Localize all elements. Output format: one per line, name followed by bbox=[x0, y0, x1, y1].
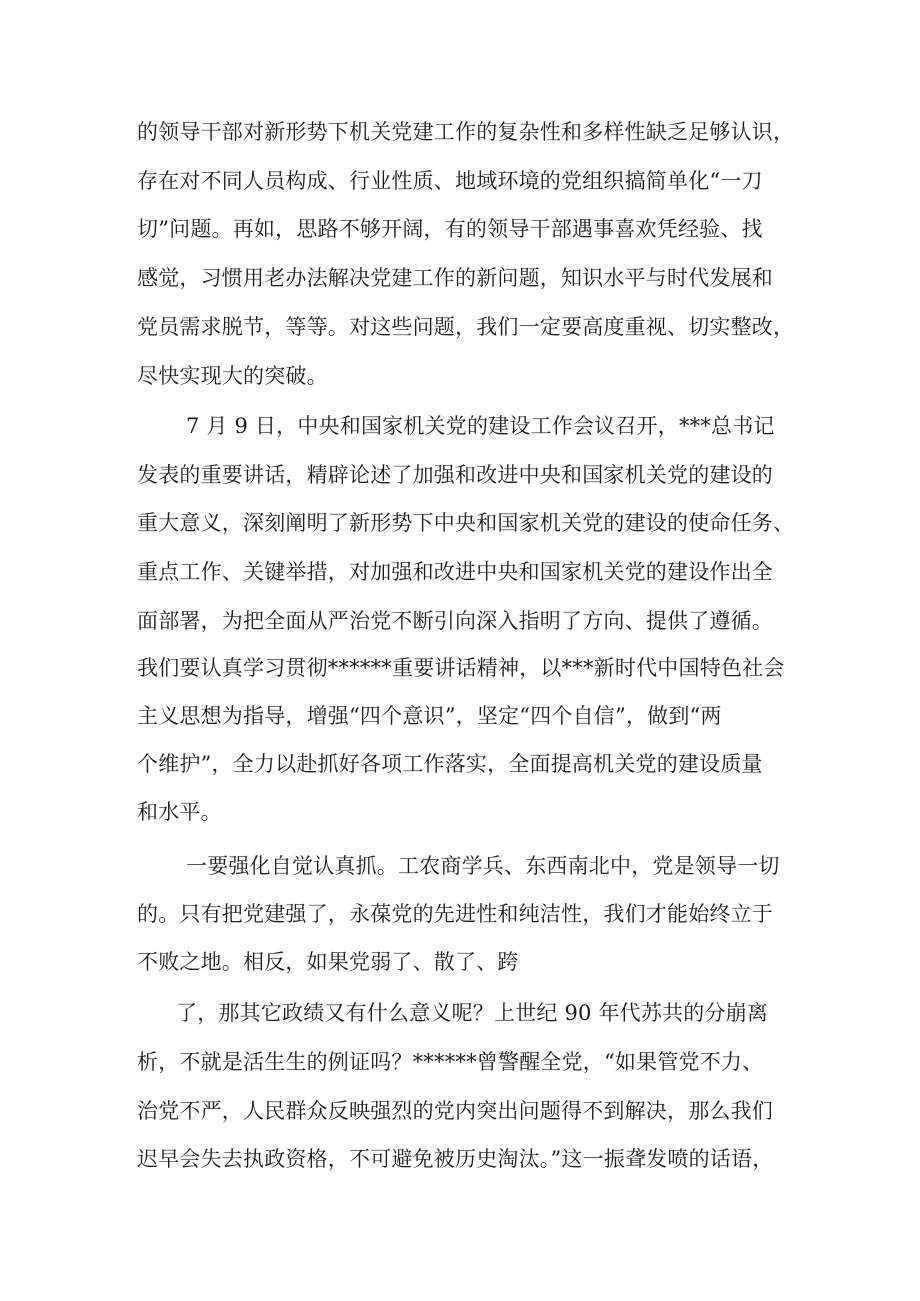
paragraph-4-line-1: 了，那其它政绩又有什么意义呢？上世纪 90 年代苏共的分崩离 bbox=[176, 1001, 769, 1025]
paragraph-2-line-1: 7 月 9 日，中央和国家机关党的建设工作会议召开，***总书记 bbox=[186, 414, 775, 438]
paragraph-1-line-1: 的领导干部对新形势下机关党建工作的复杂性和多样性缺乏足够认识， bbox=[137, 120, 795, 144]
paragraph-2-line-5: 面部署，为把全面从严治党不断引向深入指明了方向、提供了遵循。 bbox=[137, 609, 773, 633]
paragraph-2-line-4: 重点工作、关键举措，对加强和改进中央和国家机关党的建设作出全 bbox=[137, 560, 773, 584]
paragraph-1-line-6: 尽快实现大的突破。 bbox=[137, 364, 328, 388]
paragraph-4-line-2: 析，不就是活生生的例证吗？******曾警醒全党，“如果管党不力、 bbox=[137, 1050, 764, 1074]
paragraph-3-line-3: 不败之地。相反，如果党弱了、散了、跨 bbox=[137, 950, 519, 974]
paragraph-1-line-2: 存在对不同人员构成、行业性质、地域环境的党组织搞简单化“一刀 bbox=[137, 169, 763, 193]
paragraph-4-line-4: 迟早会失去执政资格，不可避免被历史淘汰。”这一振聋发喷的话语， bbox=[137, 1147, 774, 1171]
paragraph-2-line-7: 主义思想为指导，增强“四个意识”，坚定“四个自信”，做到“两 bbox=[137, 704, 722, 728]
paragraph-2-line-3: 重大意义，深刻阐明了新形势下中央和国家机关党的建设的使命任务、 bbox=[137, 511, 795, 535]
paragraph-4-line-3: 治党不严，人民群众反映强烈的党内突出问题得不到解决，那么我们 bbox=[137, 1099, 773, 1123]
paragraph-1-line-5: 党员需求脱节，等等。对这些问题，我们一定要高度重视、切实整改， bbox=[137, 315, 795, 339]
paragraph-3-line-1: 一要强化自觉认真抓。工农商学兵、东西南北中，党是领导一切 bbox=[186, 854, 780, 878]
paragraph-2-line-6: 我们要认真学习贯彻******重要讲话精神，以***新时代中国特色社会 bbox=[137, 656, 785, 680]
paragraph-2-line-9: 和水平。 bbox=[137, 800, 222, 824]
paragraph-3-line-2: 的。只有把党建强了，永葆党的先进性和纯洁性，我们才能始终立于 bbox=[137, 902, 773, 926]
paragraph-1-line-4: 感觉，习惯用老办法解决党建工作的新问题，知识水平与时代发展和 bbox=[137, 266, 773, 290]
paragraph-1-line-3: 切”问题。再如，思路不够开阔，有的领导干部遇事喜欢凭经验、找 bbox=[137, 217, 763, 241]
paragraph-2-line-2: 发表的重要讲话，精辟论述了加强和改进中央和国家机关党的建设的 bbox=[137, 463, 773, 487]
paragraph-2-line-8: 个维护”，全力以赴抓好各项工作落实，全面提高机关党的建设质量 bbox=[137, 752, 763, 776]
